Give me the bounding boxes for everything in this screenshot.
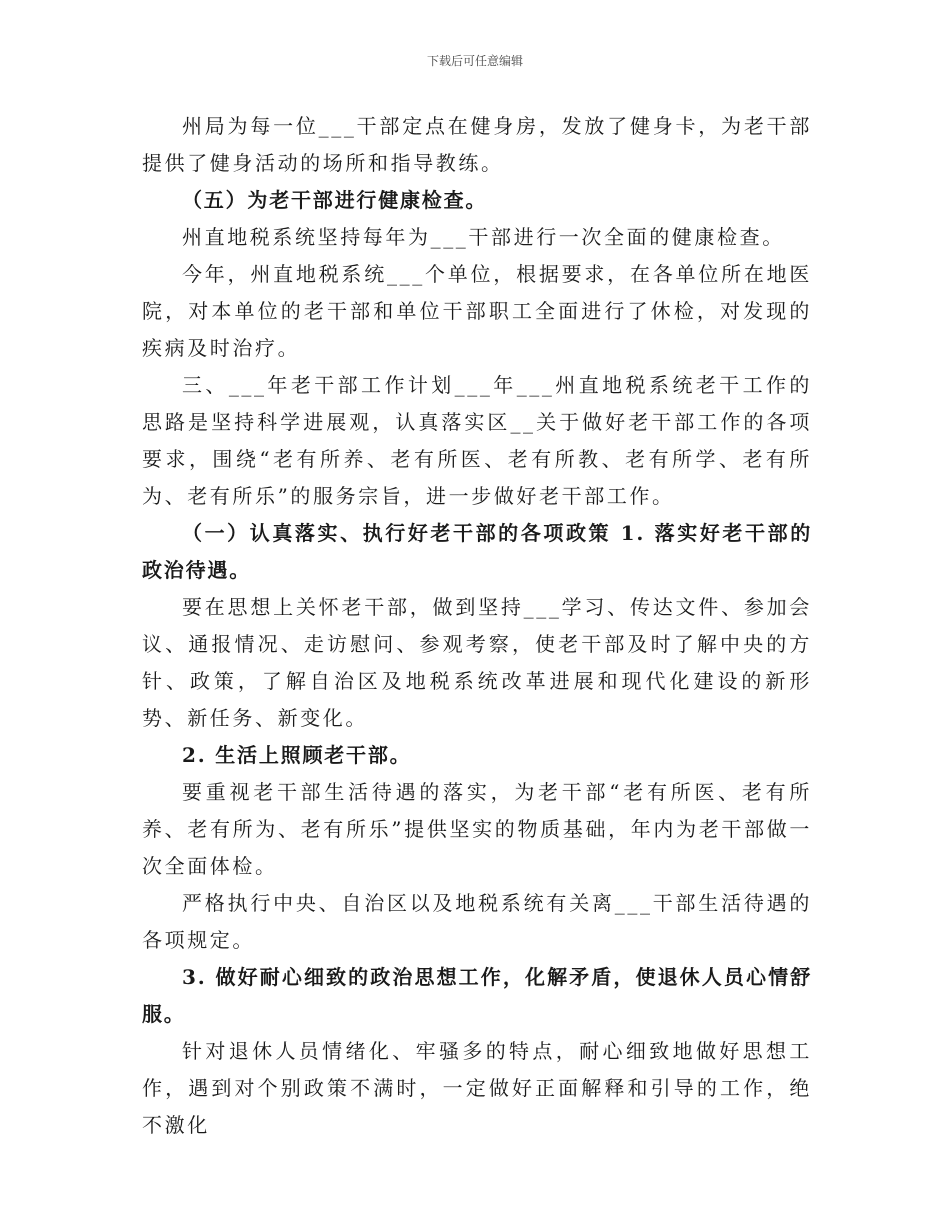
paragraph: 要在思想上关怀老干部，做到坚持___学习、传达文件、参加会议、通报情况、走访慰问、参观考察，使老干部及时了解中央的方针、政策，了解自治区及地税系统改革进展和现代化建设的新形势、新任务、新变化。 [142, 595, 812, 730]
paragraph: 严格执行中央、自治区以及地税系统有关离___干部生活待遇的各项规定。 [142, 891, 812, 952]
paragraph: 针对退休人员情绪化、牢骚多的特点，耐心细致地做好思想工作，遇到对个别政策不满时，一定做好正面解释和引导的工作，绝不激化 [142, 1039, 812, 1137]
paragraph: 三、___年老干部工作计划___年___州直地税系统老干工作的思路是坚持科学进展观，认真落实区__关于做好老干部工作的各项要求，围绕“老有所养、老有所医、老有所教、老有所学、老有所为、老有所乐”的服务宗旨，进一步做好老干部工作。 [142, 373, 812, 508]
document-body [142, 108, 812, 1144]
paragraph: 今年，州直地税系统___个单位，根据要求，在各单位所在地医院，对本单位的老干部和单位干部职工全面进行了休检，对发现的疾病及时治疗。 [142, 262, 812, 360]
page-header: 下载后可任意编辑 [426, 54, 523, 68]
paragraph: 州局为每一位___干部定点在健身房，发放了健身卡，为老干部提供了健身活动的场所和指导教练。 [142, 114, 812, 175]
section-heading: （一）认真落实、执行好老干部的各项政策 1. 落实好老干部的政治待遇。 [142, 521, 812, 582]
paragraph: 要重视老干部生活待遇的落实，为老干部“老有所医、老有所养、老有所为、老有所乐”提供坚实的物质基础，年内为老干部做一次全面体检。 [142, 780, 812, 878]
section-heading: 3. 做好耐心细致的政治思想工作，化解矛盾，使退休人员心情舒服。 [142, 965, 812, 1026]
section-heading: 2. 生活上照顾老干部。 [182, 743, 412, 767]
paragraph: 州直地税系统坚持每年为___干部进行一次全面的健康检查。 [182, 225, 785, 249]
section-heading: （五）为老干部进行健康检查。 [182, 188, 488, 212]
